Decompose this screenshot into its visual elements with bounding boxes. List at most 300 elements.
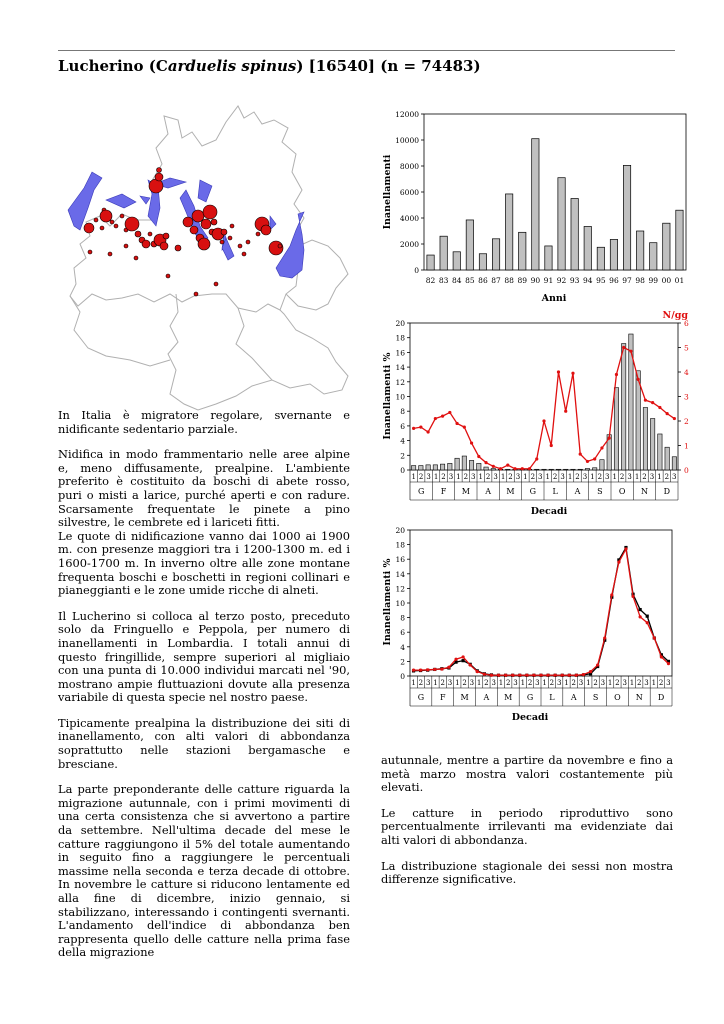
month-label: O — [614, 693, 621, 702]
chart-annual-ringings — [374, 104, 692, 312]
decade-label: 1 — [586, 679, 591, 687]
abundance-point — [571, 372, 574, 375]
bar — [466, 220, 473, 270]
bar — [419, 466, 423, 470]
bar — [578, 469, 582, 470]
bar — [585, 469, 589, 470]
y-tick-label: 14 — [395, 569, 405, 579]
decade-label: 2 — [440, 679, 445, 687]
y2-tick-label: 5 — [684, 343, 689, 353]
series-point — [561, 674, 564, 677]
abundance-point — [463, 426, 466, 429]
series-point — [462, 655, 465, 658]
ringing-site-dot — [166, 274, 170, 278]
x-tick-label: 84 — [451, 276, 462, 285]
month-label: M — [506, 487, 515, 496]
y-tick-label: 2000 — [399, 240, 419, 249]
series-point — [610, 593, 613, 596]
bar — [484, 467, 488, 470]
bar — [440, 464, 444, 470]
bar — [558, 178, 565, 270]
bar — [584, 226, 591, 270]
ringing-site-dot — [256, 232, 260, 236]
decade-label: 2 — [619, 473, 625, 481]
bar — [462, 456, 466, 470]
x-tick-label: 90 — [530, 276, 541, 285]
month-label: A — [570, 693, 577, 702]
bar — [479, 254, 486, 270]
series-point — [653, 636, 656, 639]
y-tick-label: 2 — [400, 451, 405, 461]
abundance-point — [521, 467, 524, 470]
abundance-point — [470, 441, 473, 444]
ringing-site-dot — [194, 292, 198, 296]
ringing-site-dot — [142, 240, 150, 248]
series-point — [624, 547, 627, 550]
y-axis-label: Inanellamenti % — [382, 558, 393, 646]
bar — [505, 194, 512, 270]
decade-label: 1 — [476, 679, 482, 687]
series-point — [617, 561, 620, 564]
bar — [600, 460, 604, 470]
ringing-sites-map — [66, 98, 352, 414]
abundance-point — [644, 399, 647, 402]
y-tick-label: 6000 — [399, 188, 419, 197]
decade-label: 3 — [605, 473, 610, 481]
decade-label: 2 — [418, 473, 424, 481]
paragraph: Le catture in periodo riproduttivo sono percentualmente irrilevanti ma evidenziate dai alti valori di abbondanza. — [381, 805, 673, 847]
y-tick-label: 16 — [395, 348, 405, 358]
month-label: L — [552, 487, 558, 496]
header-rule — [58, 50, 675, 51]
abundance-point — [535, 457, 538, 460]
x-tick-label: 87 — [491, 276, 501, 285]
decade-label: 3 — [513, 679, 518, 687]
ringing-site-dot — [261, 225, 271, 235]
abundance-point — [484, 461, 487, 464]
abundance-point — [651, 401, 654, 404]
decade-label: 3 — [493, 473, 498, 481]
y-tick-label: 4 — [400, 642, 405, 652]
y-tick-label: 20 — [395, 319, 405, 328]
decade-label: 2 — [485, 473, 491, 481]
abundance-point — [550, 444, 553, 447]
ringing-site-dot — [230, 224, 234, 228]
decade-label: 2 — [508, 473, 513, 481]
ringing-site-dot — [220, 240, 224, 244]
abundance-point — [658, 406, 661, 409]
abundance-point — [448, 411, 451, 414]
month-label: N — [635, 693, 643, 702]
series-point — [426, 668, 429, 671]
ringing-site-dot — [84, 223, 94, 233]
y-tick-label: 20 — [395, 526, 405, 535]
y-tick-label: 12000 — [395, 110, 419, 119]
ringing-site-dot — [88, 250, 92, 254]
ringing-site-dot — [175, 245, 181, 251]
region-borders — [70, 106, 348, 410]
bar — [622, 344, 626, 470]
bar — [636, 231, 643, 270]
abundance-point — [419, 426, 422, 429]
y-tick-label: 6 — [400, 421, 405, 431]
bar — [610, 239, 617, 270]
ringing-site-dot — [192, 210, 204, 222]
decade-label: 3 — [672, 473, 677, 481]
decade-label: 3 — [649, 473, 655, 481]
bar — [658, 434, 662, 470]
decade-label: 1 — [433, 679, 438, 687]
ringing-site-dot — [203, 205, 217, 219]
bar — [614, 388, 618, 470]
right-text-column — [381, 754, 673, 899]
x-tick-label: 96 — [609, 276, 619, 285]
ringing-site-dot — [124, 244, 128, 248]
decade-label: 3 — [622, 679, 627, 687]
decade-label: 1 — [411, 679, 416, 687]
series-point — [525, 674, 528, 677]
bar — [448, 463, 452, 470]
decade-label: 3 — [556, 679, 562, 687]
paragraph: La parte preponderante delle catture riguarda la migrazione autunnale, con i primi movimenti di una certa consistenza che si avvertono a partire da settembre. Nell'ultima decade del mese le catture raggiungono il 5% del totale aumentando in seguito fino a raggiungere le percentuali massime nella seconda e terza decade di ottobre. In novembre le catture si riducono lentamente ed alla fine di dicembre, inizio gennaio, si stabilizzano, interessando i contingenti svernanti. L'andamento dell'indice di abbondanza ben rappresenta quello delle catture nella prima fase della migrazione — [58, 782, 350, 960]
decade-label: 3 — [491, 679, 496, 687]
paragraph: Nidifica in modo frammentario nelle aree alpine e, meno diffusamente, prealpine. L'ambiente preferito è costituito da boschi di abete rosso, puri o misti a larice, purché aperti e con radure. Scarsamente frequentate le pinete a pino silvestre, le cembrete ed i lariceti fitti. — [58, 447, 350, 530]
y-tick-label: 4 — [400, 436, 405, 446]
decade-label: 2 — [506, 679, 511, 687]
series-point — [568, 674, 571, 677]
series-point — [660, 655, 663, 658]
decade-label: 3 — [578, 679, 584, 687]
series-point — [462, 659, 465, 662]
x-tick-label: 94 — [582, 276, 593, 285]
x-tick-label: 89 — [517, 276, 528, 285]
decade-label: 3 — [600, 679, 606, 687]
ringing-site-dot — [148, 232, 152, 236]
bar — [453, 252, 460, 270]
ringing-site-dot — [242, 252, 246, 256]
decade-label: 3 — [560, 473, 565, 481]
decade-label: 1 — [651, 679, 657, 687]
abundance-point — [622, 346, 625, 349]
bar — [643, 408, 647, 470]
decade-label: 3 — [471, 473, 476, 481]
decade-label: 1 — [456, 473, 461, 481]
series-point — [469, 663, 472, 666]
series-point — [454, 658, 457, 661]
bar — [532, 139, 539, 270]
ringing-site-dot — [238, 244, 242, 248]
bar — [411, 466, 415, 470]
chart-seasonal-ringings-abundance — [374, 308, 692, 520]
decade-label: 2 — [637, 679, 642, 687]
ringing-site-dot — [110, 220, 114, 224]
ringing-site-dot — [155, 173, 163, 181]
decade-label: 2 — [642, 473, 647, 481]
ringing-site-dot — [201, 219, 211, 229]
abundance-point — [441, 415, 444, 418]
series-point — [596, 663, 599, 666]
ringing-site-dot — [114, 224, 118, 228]
paragraph: La distribuzione stagionale dei sessi non mostra differenze significative. — [381, 858, 673, 887]
bar — [506, 469, 510, 470]
decade-label: 3 — [644, 679, 649, 687]
abundance-point — [637, 378, 640, 381]
decade-label: 1 — [478, 473, 483, 481]
x-axis-label: Decadi — [511, 712, 549, 723]
bar — [455, 458, 459, 470]
title-code-count: ) [16540] (n = 74483) — [296, 57, 481, 75]
decade-label: 1 — [567, 473, 573, 481]
ringing-site-dot — [160, 242, 168, 250]
abundance-point — [506, 464, 509, 467]
x-tick-label: 99 — [648, 276, 659, 285]
abundance-point — [557, 370, 560, 373]
ringing-site-dot — [278, 244, 282, 248]
series-point — [639, 615, 642, 618]
abundance-point — [542, 419, 545, 422]
x-tick-label: 92 — [556, 276, 567, 285]
month-label: M — [504, 693, 513, 702]
series-point — [631, 595, 634, 598]
x-tick-label: 98 — [635, 276, 645, 285]
abundance-point — [579, 452, 582, 455]
decade-label: 2 — [530, 473, 536, 481]
series-point — [603, 636, 606, 639]
month-label: D — [657, 693, 665, 702]
x-tick-label: 82 — [425, 276, 436, 285]
decade-label: 2 — [484, 679, 489, 687]
x-tick-label: 93 — [569, 276, 580, 285]
abundance-point — [528, 467, 531, 470]
abundance-point — [499, 467, 502, 470]
month-label: A — [485, 487, 492, 496]
bar — [433, 465, 437, 470]
decade-label: 2 — [552, 473, 558, 481]
y-tick-label: 10 — [395, 599, 405, 608]
ringing-site-dot — [149, 179, 163, 193]
decade-label: 3 — [582, 473, 588, 481]
decade-label: 2 — [462, 679, 467, 687]
month-label: L — [549, 693, 555, 702]
y-tick-label: 2 — [400, 657, 405, 667]
x-tick-label: 00 — [661, 276, 672, 285]
y2-tick-label: 4 — [684, 368, 689, 377]
series-point — [440, 667, 443, 670]
ringing-site-dot — [135, 231, 141, 237]
series-point — [582, 673, 585, 676]
x-axis-label: Anni — [541, 293, 567, 304]
y-tick-label: 10000 — [395, 136, 419, 145]
abundance-point — [477, 455, 480, 458]
y-tick-label: 8 — [400, 407, 405, 417]
series-point — [412, 669, 415, 672]
ringing-site-dot — [183, 217, 193, 227]
y-axis-label: Inanellamenti — [382, 154, 393, 230]
decade-label: 1 — [657, 473, 662, 481]
ringing-site-dot — [198, 238, 210, 250]
decade-label: 2 — [418, 679, 424, 687]
bar — [535, 469, 539, 470]
x-tick-label: 88 — [504, 276, 514, 285]
y-tick-label: 6 — [400, 628, 405, 638]
decade-label: 1 — [500, 473, 506, 481]
abundance-point — [615, 373, 618, 376]
bar — [542, 469, 546, 470]
decade-label: 1 — [629, 679, 635, 687]
decade-label: 2 — [615, 679, 620, 687]
ringing-site-dot — [100, 226, 104, 230]
x-tick-label: 95 — [596, 276, 606, 285]
x-tick-label: 86 — [478, 276, 488, 285]
y2-axis-label: N/gg — [662, 310, 688, 321]
title-scientific-name: arduelis spinus — [167, 57, 297, 75]
abundance-point — [666, 412, 669, 415]
month-label: M — [461, 487, 470, 496]
y2-tick-label: 2 — [684, 417, 689, 426]
abundance-point — [427, 430, 430, 433]
bar — [491, 469, 495, 470]
y-tick-label: 4000 — [399, 214, 419, 223]
bar — [469, 460, 473, 470]
bar — [629, 334, 633, 470]
decade-label: 3 — [448, 473, 454, 481]
ringing-site-dots — [84, 168, 283, 297]
decade-label: 1 — [564, 679, 569, 687]
y-tick-label: 0 — [400, 466, 405, 475]
y-tick-label: 0 — [400, 672, 405, 681]
y-axis-label: Inanellamenti % — [382, 352, 393, 440]
bar — [665, 447, 669, 470]
month-label: G — [417, 487, 425, 496]
decade-label: 3 — [426, 473, 431, 481]
ringing-site-dot — [134, 256, 138, 260]
series-point — [447, 666, 450, 669]
x-axis-label: Decadi — [530, 506, 568, 517]
series-point — [483, 673, 486, 676]
bar — [492, 239, 499, 270]
abundance-point — [673, 417, 676, 420]
y-tick-label: 18 — [395, 540, 405, 550]
decade-label: 3 — [469, 679, 475, 687]
bar — [549, 469, 553, 470]
month-label: F — [440, 487, 447, 496]
abundance-point — [608, 437, 611, 440]
decade-label: 1 — [411, 473, 416, 481]
bar — [623, 165, 630, 270]
decade-label: 2 — [664, 473, 670, 481]
month-label: N — [641, 487, 648, 496]
abundance-point — [629, 350, 632, 353]
bar — [427, 255, 434, 270]
bar — [571, 199, 578, 271]
abundance-point — [593, 457, 596, 460]
ringing-site-dot — [228, 236, 232, 240]
y-tick-label: 18 — [395, 333, 405, 343]
ringing-site-dot — [108, 252, 112, 256]
decade-label: 2 — [658, 679, 664, 687]
ringing-site-dot — [94, 218, 98, 222]
decade-label: 1 — [634, 473, 640, 481]
month-label: F — [439, 693, 446, 702]
decade-label: 1 — [433, 473, 439, 481]
ringing-site-dot — [125, 217, 139, 231]
abundance-point — [492, 465, 495, 468]
x-tick-label: 01 — [674, 276, 685, 285]
decade-label: 2 — [463, 473, 469, 481]
abundance-point — [564, 410, 567, 413]
x-tick-label: 97 — [622, 276, 632, 285]
abundance-point — [455, 422, 458, 425]
series-point — [419, 669, 422, 672]
plot-area — [410, 530, 672, 676]
series-point — [554, 674, 557, 677]
decade-label: 1 — [590, 473, 595, 481]
series-point — [433, 668, 436, 671]
bar — [676, 210, 683, 270]
y-tick-label: 8 — [400, 613, 405, 623]
decade-label: 1 — [607, 679, 613, 687]
decade-label: 2 — [597, 473, 603, 481]
ringing-site-dot — [214, 282, 218, 286]
paragraph: autunnale, mentre a partire da novembre e fino a metà marzo mostra valori costantemente più elevati. — [381, 753, 673, 795]
y-tick-label: 12 — [395, 584, 405, 594]
left-text-column — [58, 409, 350, 972]
bar — [426, 465, 430, 470]
bar — [593, 468, 597, 470]
x-tick-label: 91 — [543, 276, 554, 285]
y-tick-label: 12 — [395, 377, 405, 387]
paragraph: Il Lucherino si colloca al terzo posto, preceduto solo da Fringuello e Peppola, per numero di inanellamenti in Lombardia. I totali annui di questo fringillide, sempre superiori al migliaio con una punta di 10.000 individui marcati nel '90, mostrano ampie fluttuazioni dovute alla presenza variabile di questa specie nel nostro paese. — [58, 608, 350, 705]
y2-tick-label: 6 — [684, 319, 689, 328]
paragraph: In Italia è migratore regolare, svernante e nidificante sedentario parziale. — [58, 408, 350, 436]
abundance-point — [434, 417, 437, 420]
series-point — [490, 674, 493, 677]
ringing-site-dot — [246, 240, 250, 244]
ringing-site-dot — [221, 229, 227, 235]
ringing-site-dot — [211, 219, 217, 225]
series-point — [518, 674, 521, 677]
month-label: G — [417, 693, 425, 702]
y-tick-label: 0 — [414, 266, 419, 275]
month-label: G — [526, 693, 534, 702]
month-label: G — [529, 487, 537, 496]
bar — [597, 247, 604, 270]
series-point — [646, 621, 649, 624]
abundance-point — [600, 446, 603, 449]
decade-label: 1 — [612, 473, 617, 481]
month-label: A — [574, 487, 581, 496]
series-point — [476, 670, 479, 673]
bar — [564, 469, 568, 470]
abundance-point — [513, 467, 516, 470]
bar — [556, 469, 560, 470]
y-tick-label: 8000 — [399, 162, 419, 171]
decade-label: 3 — [425, 679, 431, 687]
decade-label: 2 — [441, 473, 446, 481]
bar — [545, 246, 552, 270]
bar — [672, 457, 676, 470]
decade-label: 3 — [627, 473, 632, 481]
decade-label: 1 — [523, 473, 528, 481]
decade-label: 1 — [455, 679, 460, 687]
decade-label: 3 — [515, 473, 521, 481]
bar — [519, 232, 526, 270]
ringing-site-dot — [163, 233, 169, 239]
ringing-site-dot — [157, 168, 162, 173]
month-label: S — [592, 693, 599, 702]
x-tick-label: 83 — [438, 276, 449, 285]
bar — [650, 243, 657, 270]
